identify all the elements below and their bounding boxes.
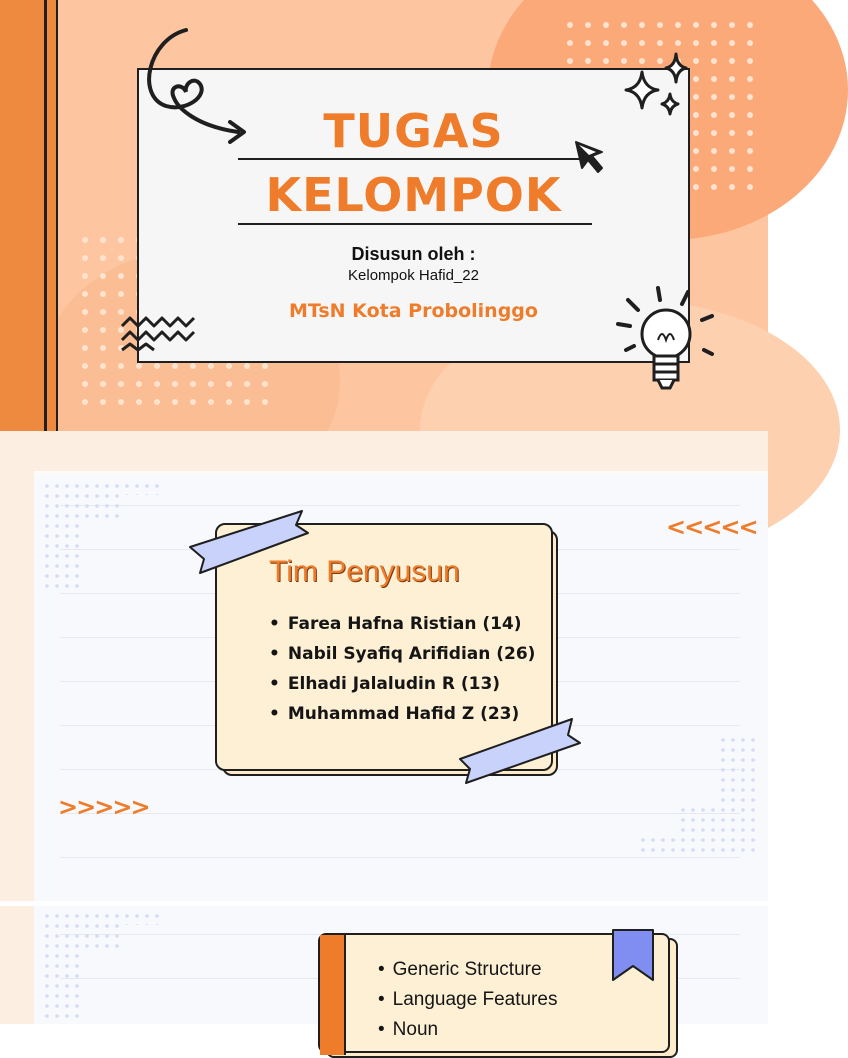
dot-pattern — [44, 483, 164, 593]
title-line-2: KELOMPOK — [265, 168, 562, 222]
author-label: Disusun oleh : — [351, 244, 476, 264]
title-line-1: TUGAS — [323, 104, 504, 158]
side-stripe-line — [56, 0, 58, 431]
ruled-line — [60, 857, 740, 858]
side-stripe — [0, 0, 44, 431]
team-slide — [0, 431, 768, 901]
book-spine — [320, 935, 346, 1055]
curly-arrow-icon — [138, 26, 253, 151]
ribbon-tape-icon — [186, 507, 312, 579]
list-item: • Language Features — [378, 985, 557, 1015]
list-item: • Noun — [378, 1015, 557, 1045]
bookmark-icon — [611, 928, 655, 984]
school-name: MTsN Kota Probolinggo — [289, 300, 538, 322]
slide-frame — [0, 906, 34, 1024]
list-item: • Elhadi Jalaludin R (13) — [269, 669, 535, 699]
list-item: • Generic Structure — [378, 955, 557, 985]
title-rule — [238, 223, 592, 225]
list-item: • Nabil Syafiq Arifidian (26) — [269, 639, 535, 669]
title-rule — [238, 158, 592, 160]
dot-pattern — [640, 737, 755, 852]
topics-slide — [0, 901, 768, 1040]
topics-list — [378, 955, 557, 1045]
team-title: Tim Penyusun — [269, 555, 460, 588]
chevron-left-icon: <<<<< — [666, 513, 757, 541]
slide-frame — [0, 431, 768, 471]
ruled-line — [60, 813, 740, 814]
dot-pattern — [44, 913, 164, 1024]
side-stripe — [47, 0, 56, 431]
zigzag-icon — [118, 314, 198, 354]
sparkle-icon — [620, 50, 695, 125]
chevron-right-icon: >>>>> — [58, 793, 149, 821]
author-name: Kelompok Hafid_22 — [348, 267, 479, 284]
team-member-list — [269, 609, 535, 729]
cover-slide — [0, 0, 768, 431]
ribbon-tape-icon — [456, 715, 584, 787]
light-bulb-icon — [612, 284, 722, 396]
cursor-icon — [572, 138, 612, 178]
list-item: • Muhammad Hafid Z (23) — [269, 699, 535, 729]
slide-frame — [0, 431, 34, 901]
list-item: • Farea Hafna Ristian (14) — [269, 609, 535, 639]
